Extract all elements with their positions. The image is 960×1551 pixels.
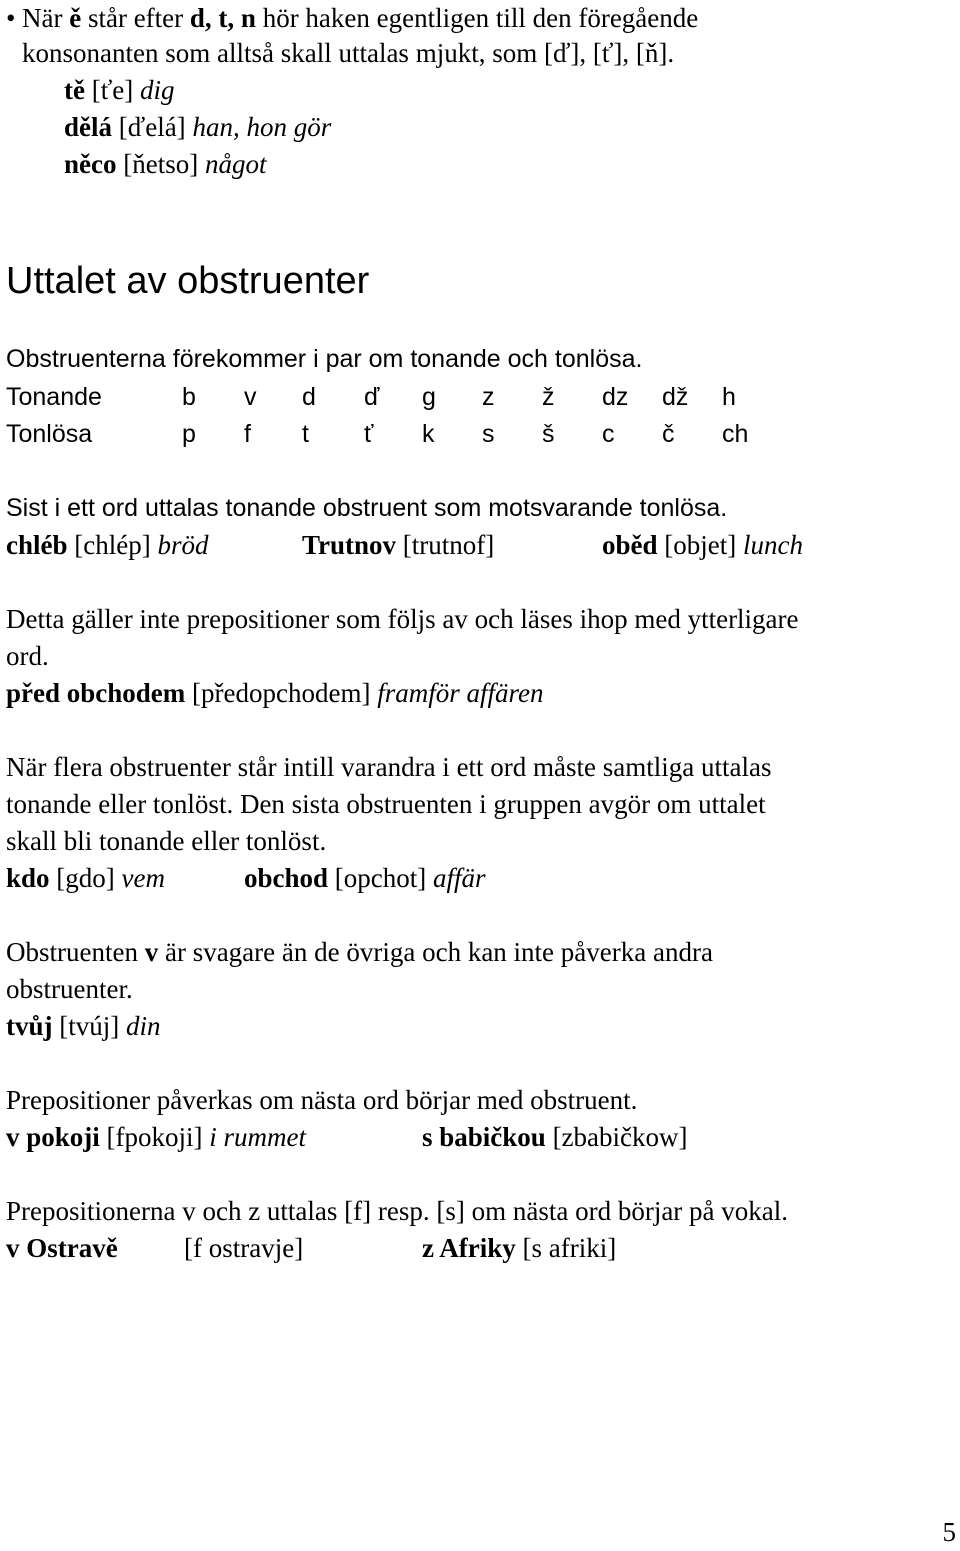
intro-example: tě [ťe] dig	[64, 75, 175, 105]
voiceless-consonant: p	[182, 420, 196, 448]
voiced-label: Tonande	[6, 383, 102, 411]
example: Trutnov [trutnof]	[302, 530, 495, 560]
assimilation-examples	[6, 860, 956, 897]
example: s babičkou [zbabičkow]	[422, 1122, 688, 1152]
prep-influence-examples	[6, 1119, 956, 1156]
example: chléb [chlép] bröd	[6, 530, 209, 560]
vz-note-line: Prepositionerna v och z uttalas [f] resp. [s] om nästa ord börjar på vokal.	[6, 1196, 789, 1226]
prepositions-note-example: před obchodem [předopchodem] framför affären	[6, 678, 544, 708]
v-note-line: Obstruenten v är svagare än de övriga och kan inte påverka andra	[6, 937, 713, 967]
final-devoicing-text: Sist i ett ord uttalas tonande obstruent som motsvarande tonlösa.	[6, 494, 728, 522]
bullet-icon: •	[6, 3, 16, 33]
example: v pokoji [fpokoji] i rummet	[6, 1122, 307, 1152]
voiceless-consonant: š	[542, 420, 555, 448]
voiceless-label: Tonlösa	[6, 420, 93, 448]
intro-line-2: konsonanten som alltså skall uttalas mjukt, som [ď], [ť], [ň].	[22, 38, 675, 68]
voiced-consonant: v	[244, 383, 257, 411]
voiced-consonant: g	[422, 383, 436, 411]
pairs-intro: Obstruenterna förekommer i par om tonande och tonlösa.	[6, 345, 643, 373]
example-ipa: [f ostravje]	[184, 1233, 304, 1263]
voiceless-consonant: s	[482, 420, 495, 448]
assimilation-line: När flera obstruenter står intill varandra i ett ord måste samtliga uttalas	[6, 752, 772, 782]
voiceless-consonant: k	[422, 420, 435, 448]
example: obchod [opchot] affär	[244, 863, 486, 893]
voiceless-row	[6, 416, 956, 453]
voiceless-consonant: f	[244, 420, 251, 448]
voiced-consonant: b	[182, 383, 196, 411]
voiced-consonant: h	[722, 383, 736, 411]
page-number: 5	[942, 1517, 956, 1547]
prepositions-note-line: ord.	[6, 641, 49, 671]
voiced-consonant: dz	[602, 383, 629, 411]
voiceless-consonant: ť	[364, 420, 374, 448]
section-heading: Uttalet av obstruenter	[6, 260, 370, 302]
example-word: v Ostravě	[6, 1233, 118, 1263]
voiceless-consonant: t	[302, 420, 309, 448]
final-devoicing-examples	[6, 527, 956, 564]
voiced-row	[6, 379, 956, 416]
voiced-consonant: dž	[662, 383, 689, 411]
voiceless-consonant: c	[602, 420, 615, 448]
assimilation-line: skall bli tonande eller tonlöst.	[6, 826, 327, 856]
assimilation-line: tonande eller tonlöst. Den sista obstruenten i gruppen avgör om uttalet	[6, 789, 766, 819]
intro-example: něco [ňetso] något	[64, 149, 267, 179]
voiceless-consonant: ch	[722, 420, 749, 448]
example: oběd [objet] lunch	[602, 530, 804, 560]
voiced-consonant: ď	[364, 383, 380, 411]
vz-note-examples	[6, 1230, 956, 1267]
v-note-line: obstruenter.	[6, 974, 133, 1004]
example: z Afriky [s afriki]	[422, 1233, 617, 1263]
intro-line-1: • När ě står efter d, t, n hör haken egentligen till den föregående	[6, 0, 960, 37]
intro-example: dělá [ďelá] han, hon gör	[64, 112, 332, 142]
prep-influence-line: Prepositioner påverkas om nästa ord börjar med obstruent.	[6, 1085, 638, 1115]
v-note-example: tvůj [tvúj] din	[6, 1011, 161, 1041]
voiced-consonant: ž	[542, 383, 555, 411]
prepositions-note-line: Detta gäller inte prepositioner som följs av och läses ihop med ytterligare	[6, 604, 799, 634]
voiced-consonant: d	[302, 383, 316, 411]
example: kdo [gdo] vem	[6, 863, 165, 893]
voiceless-consonant: č	[662, 420, 675, 448]
voiced-consonant: z	[482, 383, 495, 411]
